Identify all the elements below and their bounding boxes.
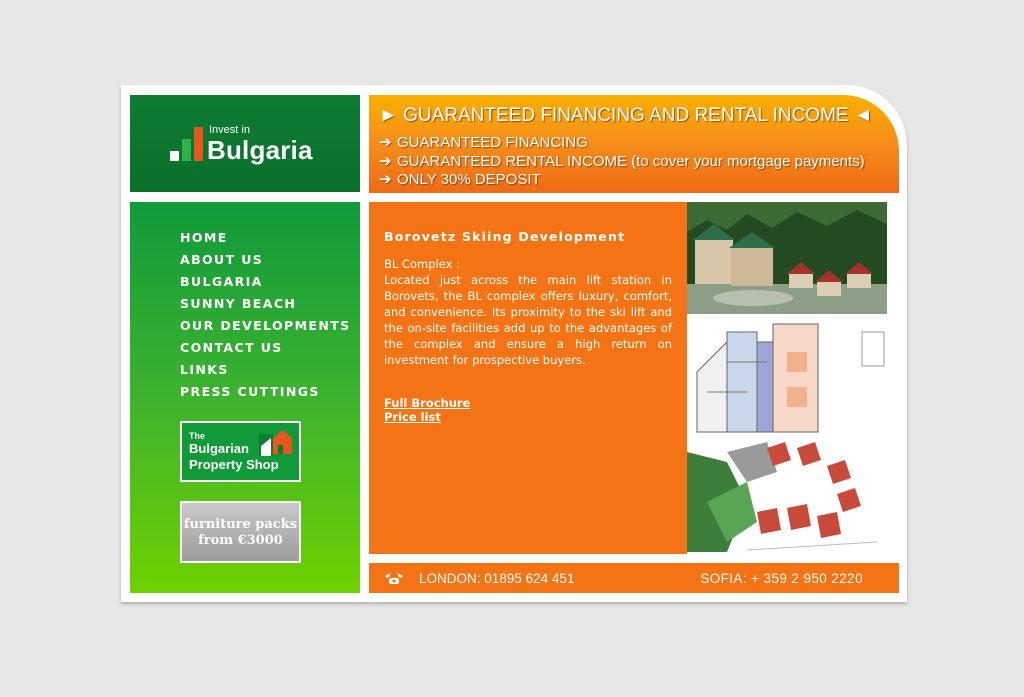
site-plan-image [687,442,887,552]
floor-plan-image [687,322,887,434]
development-images [687,202,899,554]
promo-banner [369,95,899,193]
main-nav [180,230,351,406]
bar-chart-icon [170,125,204,161]
development-photos [687,202,899,554]
sidebar [130,202,360,593]
furniture-packs-link[interactable] [180,501,301,563]
article-title: Borovetz Skiing Development [384,229,626,244]
banner-line-rental: ➔ GUARANTEED RENTAL INCOME (to cover your mortgage payments) [379,153,865,170]
logo-name: Bulgaria [207,135,313,165]
london-phone: LONDON: 01895 624 451 [419,571,575,586]
shop-name: Bulgarian Property Shop [189,441,279,472]
nav-sunny-beach[interactable]: SUNNY BEACH [180,296,297,311]
nav-press-cuttings[interactable]: PRESS CUTTINGS [180,384,320,399]
article-body: Located just across the main lift station in Borovets, the BL complex offers luxury, comfort, and convenience. Its proximity to the ski lift and the on-site facilities add up to the advantages of the complex and ensure a high return on investment for prospective buyers. [384,273,672,367]
phone-icon [383,570,405,586]
nav-our-developments[interactable]: OUR DEVELOPMENTS [180,318,351,333]
nav-home[interactable]: HOME [180,230,228,245]
nav-about-us[interactable]: ABOUT US [180,252,264,267]
contact-footer [369,563,899,593]
article-subtitle: BL Complex : [384,257,460,271]
nav-links[interactable]: LINKS [180,362,229,377]
bulgarian-property-shop-link[interactable] [180,421,301,482]
furniture-line-2: from €3000 [198,533,283,548]
banner-line-financing: ➔ GUARANTEED FINANCING [379,134,588,151]
resort-photo [687,202,887,314]
full-brochure-link[interactable]: Full Brochure [384,396,471,410]
shop-the: The [189,431,206,441]
furniture-line-1: furniture packs [183,517,298,532]
banner-line-deposit: ➔ ONLY 30% DEPOSIT [379,171,541,188]
arrow-right-icon: ➔ [379,153,392,170]
house-icon [257,428,293,458]
arrow-right-icon: ➔ [379,171,392,188]
banner-headline: ► GUARANTEED FINANCING AND RENTAL INCOME ◄ [379,105,873,126]
price-list-link[interactable]: Price list [384,410,441,424]
site-logo[interactable] [130,95,360,192]
arrow-right-icon: ➔ [379,134,392,151]
article-panel [369,202,687,554]
sofia-phone: SOFIA: + 359 2 950 2220 [700,571,863,586]
nav-bulgaria[interactable]: BULGARIA [180,274,263,289]
logo-tagline: Invest in [209,124,250,136]
nav-contact-us[interactable]: CONTACT US [180,340,283,355]
